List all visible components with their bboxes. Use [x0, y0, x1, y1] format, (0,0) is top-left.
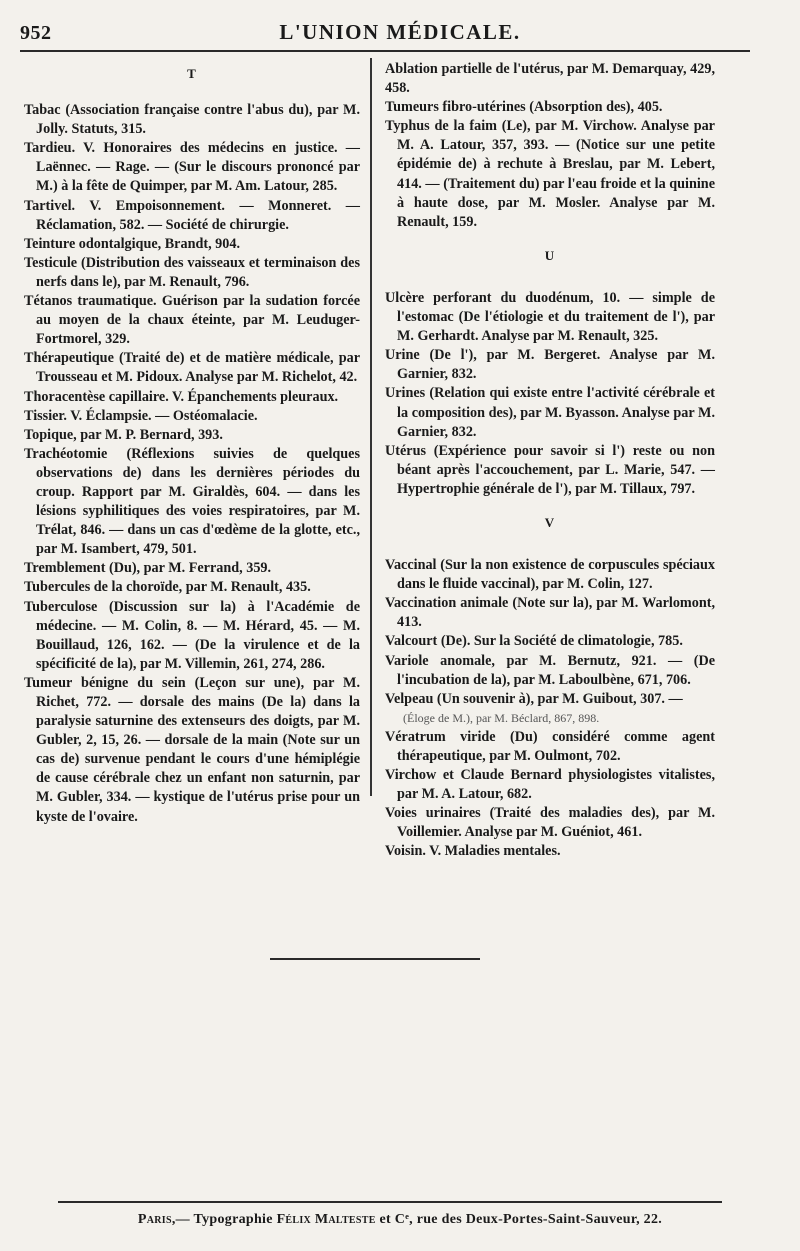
right-column [385, 60, 715, 862]
index-entry: Tardieu. V. Honoraires des médecins en justice. — Laënnec. — Rage. — (Sur le discours prononcé par M.) à la fête de Quimper, par M. Am. Latour, 285. [24, 140, 360, 195]
footer-printer: Félix Malteste [276, 1212, 376, 1227]
index-entry: Ulcère perforant du duodénum, 10. — simple de l'estomac (De l'étiologie et du traitement de l'), par M. Gerhardt. Analyse par M. Renault, 325. [385, 289, 715, 345]
index-entry: Tremblement (Du), par M. Ferrand, 359. [24, 560, 272, 577]
index-entry: Urine (De l'), par M. Bergeret. Analyse par M. Garnier, 832. [385, 347, 715, 383]
section-letter-t: T [187, 66, 197, 81]
index-entry-continued: Ablation partielle de l'utérus, par M. Demarquay, 429, 458. [385, 61, 715, 97]
index-entry: Vaccination animale (Note sur la), par M. Warlomont, 413. [385, 595, 715, 631]
index-entry: Tabac (Association française contre l'abus du), par M. Jolly. Statuts, 315. [24, 102, 360, 138]
index-entry: Voisin. V. Maladies mentales. [385, 843, 561, 860]
section-letter-u: U [544, 247, 556, 263]
footer-rule [58, 1201, 722, 1203]
index-entry: Trachéotomie (Réflexions suivies de quelques observations de) dans les dernières périodes du croup. Rapport par M. Giraldès, 604. — dans les lésions syphilitiques des voies respiratoires, par M. Trélat, 846. — dans un cas d'œdème de la glotte, etc., par M. Isambert, 479, 501. [24, 445, 360, 558]
index-entry: Thoracentèse capillaire. V. Épanchements pleuraux. [24, 388, 339, 405]
section-letter-v: V [544, 514, 556, 530]
faint-index-line: (Éloge de M.), par M. Béclard, 867, 898. [403, 710, 600, 725]
index-entry: Voies urinaires (Traité des maladies des), par M. Voillemier. Analyse par M. Guéniot, 461. [385, 805, 715, 841]
index-entry: Tuberculose (Discussion sur la) à l'Académie de médecine. — M. Colin, 8. — M. Hérard, 45. — M. Bouillaud, 126, 162. — (De la virulence et de la spécificité de la), par M. Villemin, 261, 274, 286. [24, 598, 360, 672]
index-entry: Thérapeutique (Traité de) et de matière médicale, par Trousseau et M. Pidoux. Analyse par M. Richelot, 42. [24, 350, 360, 386]
index-entry: Valcourt (De). Sur la Société de climatologie, 785. [385, 633, 683, 650]
index-entry: Testicule (Distribution des vaisseaux et terminaison des nerfs dans le), par M. Renault, 796. [24, 254, 360, 290]
footer-city: Paris, [137, 1212, 176, 1227]
index-entry: Tumeurs fibro-utérines (Absorption des), 405. [385, 99, 663, 116]
index-entry: Typhus de la faim (Le), par M. Virchow. Analyse par M. A. Latour, 357, 393. — (Notice sur une petite épidémie de) à rechute à Breslau, par M. Lebert, 414. — (Traitement du) par l'eau froide et la quinine à haute dose, par M. Mosler. Analyse par M. Renault, 159. [385, 118, 715, 230]
index-entry: Utérus (Expérience pour savoir si l') reste ou non béant après l'accouchement, par L. Marie, 547. — Hypertrophie générale de l'), par M. Tillaux, 797. [385, 442, 715, 497]
index-entry: Velpeau (Un souvenir à), par M. Guibout, 307. — [385, 690, 683, 707]
header-rule [20, 50, 750, 52]
page-number: 952 [20, 22, 52, 44]
index-entry: Tartivel. V. Empoisonnement. — Monneret. — Réclamation, 582. — Société de chirurgie. [24, 197, 360, 233]
index-entry: Tétanos traumatique. Guérison par la sudation forcée au moyen de la chaux éteinte, par M. Leuduger-Fortmorel, 329. [24, 293, 360, 348]
footer-text-before: — Typographie [175, 1212, 277, 1227]
footer-text-after: et Cᵉ, rue des Deux-Portes-Saint-Sauveur, 22. [375, 1212, 663, 1227]
index-entry: Tissier. V. Éclampsie. — Ostéomalacie. [24, 407, 258, 424]
index-entry: Tubercules de la choroïde, par M. Renault, 435. [24, 579, 311, 596]
index-entry: Vératrum viride (Du) considéré comme agent thérapeutique, par M. Oulmont, 702. [385, 728, 715, 764]
index-entry: Variole anomale, par M. Bernutz, 921. — (De l'incubation de la), par M. Laboulbène, 671, 706. [385, 652, 715, 688]
imprint-footer [0, 1212, 800, 1228]
index-entry: Topique, par M. P. Bernard, 393. [24, 426, 223, 443]
index-entry: Teinture odontalgique, Brandt, 904. [24, 235, 241, 252]
running-head: L'UNION MÉDICALE. [279, 20, 521, 44]
index-entry: Tumeur bénigne du sein (Leçon sur une), par M. Richet, 772. — dorsale des mains (De la) dans la paralysie saturnine des extenseurs des doigts, par M. Gubler, 2, 15, 26. — dorsale de la main (Note sur un cas de) survenue pendant le cours d'une hémiplégie de cause cérébrale chez un enfant non saturnin, par M. Gubler, 334. — kystique de l'utérus prise pour un kyste de l'ovaire. [24, 674, 360, 825]
section-end-rule [270, 958, 480, 960]
index-entry: Virchow et Claude Bernard physiologistes vitalistes, par M. A. Latour, 682. [385, 767, 715, 803]
index-entry: Vaccinal (Sur la non existence de corpuscules spéciaux dans le fluide vaccinal), par M. Colin, 127. [385, 557, 715, 593]
left-column [24, 60, 360, 827]
column-divider [370, 58, 372, 796]
index-entry: Urines (Relation qui existe entre l'activité cérébrale et la composition des), par M. Byasson. Analyse par M. Garnier, 832. [385, 385, 715, 440]
